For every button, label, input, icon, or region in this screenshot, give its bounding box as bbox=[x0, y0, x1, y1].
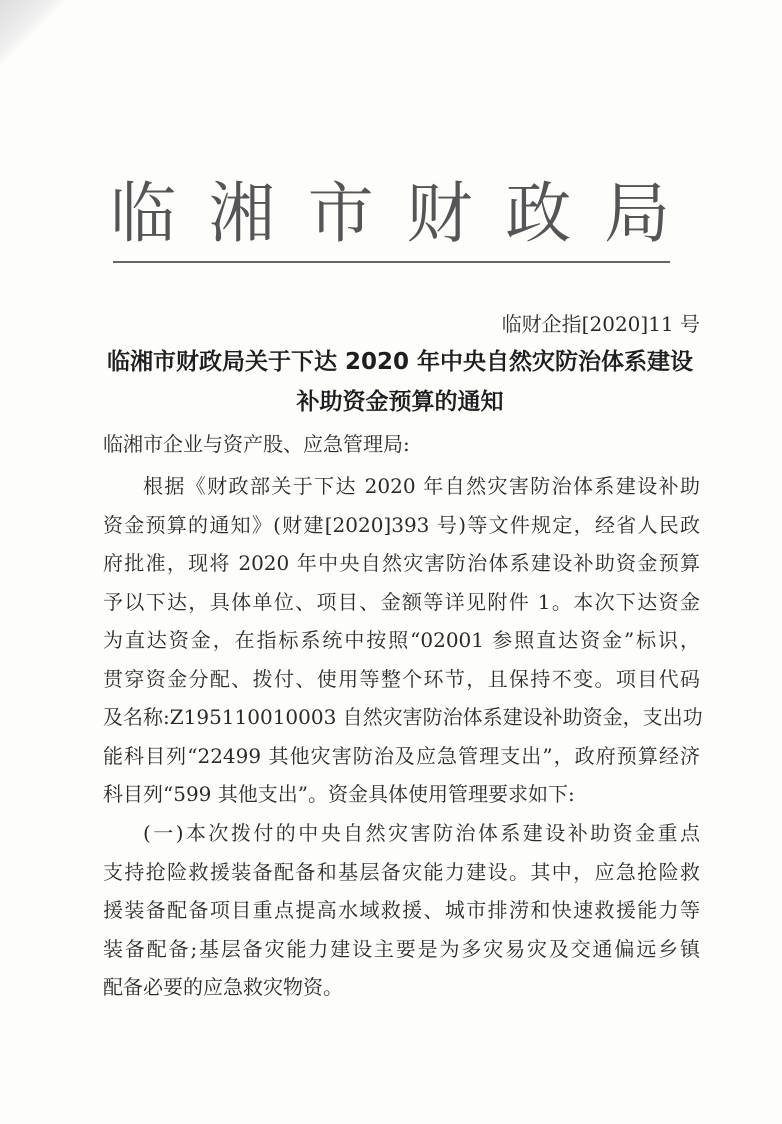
paragraph2-line: 支持抢险救援装备配备和基层备灾能力建设。其中，应急抢险救 bbox=[103, 859, 700, 884]
paragraph2-line: 援装备配备项目重点提高水域救援、城市排涝和快速救援能力等 bbox=[103, 898, 700, 922]
letterhead-char: 市 bbox=[307, 175, 374, 252]
letterhead-char: 湘 bbox=[208, 175, 275, 252]
paragraph1-line: 府批准，现将 2020 年中央自然灾害防治体系建设补助资金预算 bbox=[103, 551, 700, 575]
letterhead-char: 局 bbox=[603, 175, 670, 252]
paragraph1-line: 根据《财政部关于下达 2020 年自然灾害防治体系建设补助 bbox=[143, 474, 700, 498]
paragraph2-line: (一)本次拨付的中央自然灾害防治体系建设补助资金重点 bbox=[143, 821, 700, 845]
paragraph1-line: 予以下达，具体单位、项目、金额等详见附件 1。本次下达资金 bbox=[103, 589, 700, 614]
paragraph1-line: 为直达资金，在指标系统中按照“02001 参照直达资金”标识， bbox=[103, 628, 700, 652]
paragraph1-line: 及名称:Z195110010003 自然灾害防治体系建设补助资金，支出功 bbox=[103, 705, 703, 729]
paragraph1-line: 贯穿资金分配、拨付、使用等整个环节，且保持不变。项目代码 bbox=[103, 666, 700, 691]
letterhead-char: 政 bbox=[505, 175, 572, 252]
letterhead bbox=[110, 160, 670, 255]
title-line-2: 补助资金预算的通知 bbox=[296, 389, 504, 415]
letterhead-rule bbox=[113, 261, 670, 263]
document-number: 临财企指[2020]11 号 bbox=[501, 312, 700, 336]
title-line-1: 临湘市财政局关于下达 2020 年中央自然灾防治体系建设 bbox=[106, 349, 694, 375]
scan-corner-fold bbox=[0, 0, 70, 70]
paragraph1-line: 资金预算的通知》(财建[2020]393 号)等文件规定，经省人民政 bbox=[103, 512, 700, 537]
letterhead-char: 财 bbox=[406, 175, 473, 252]
addressee: 临湘市企业与资产股、应急管理局: bbox=[103, 432, 410, 456]
paragraph1-line: 能科目列“22499 其他灾害防治及应急管理支出”，政府预算经济 bbox=[103, 743, 700, 768]
letterhead-char: 临 bbox=[110, 175, 176, 252]
paragraph2-line: 装备配备;基层备灾能力建设主要是为多灾易灾及交通偏远乡镇 bbox=[103, 936, 700, 961]
paragraph1-line: 科目列“599 其他支出”。资金具体使用管理要求如下: bbox=[103, 782, 575, 806]
paragraph2-line: 配备必要的应急救灾物资。 bbox=[103, 975, 343, 999]
